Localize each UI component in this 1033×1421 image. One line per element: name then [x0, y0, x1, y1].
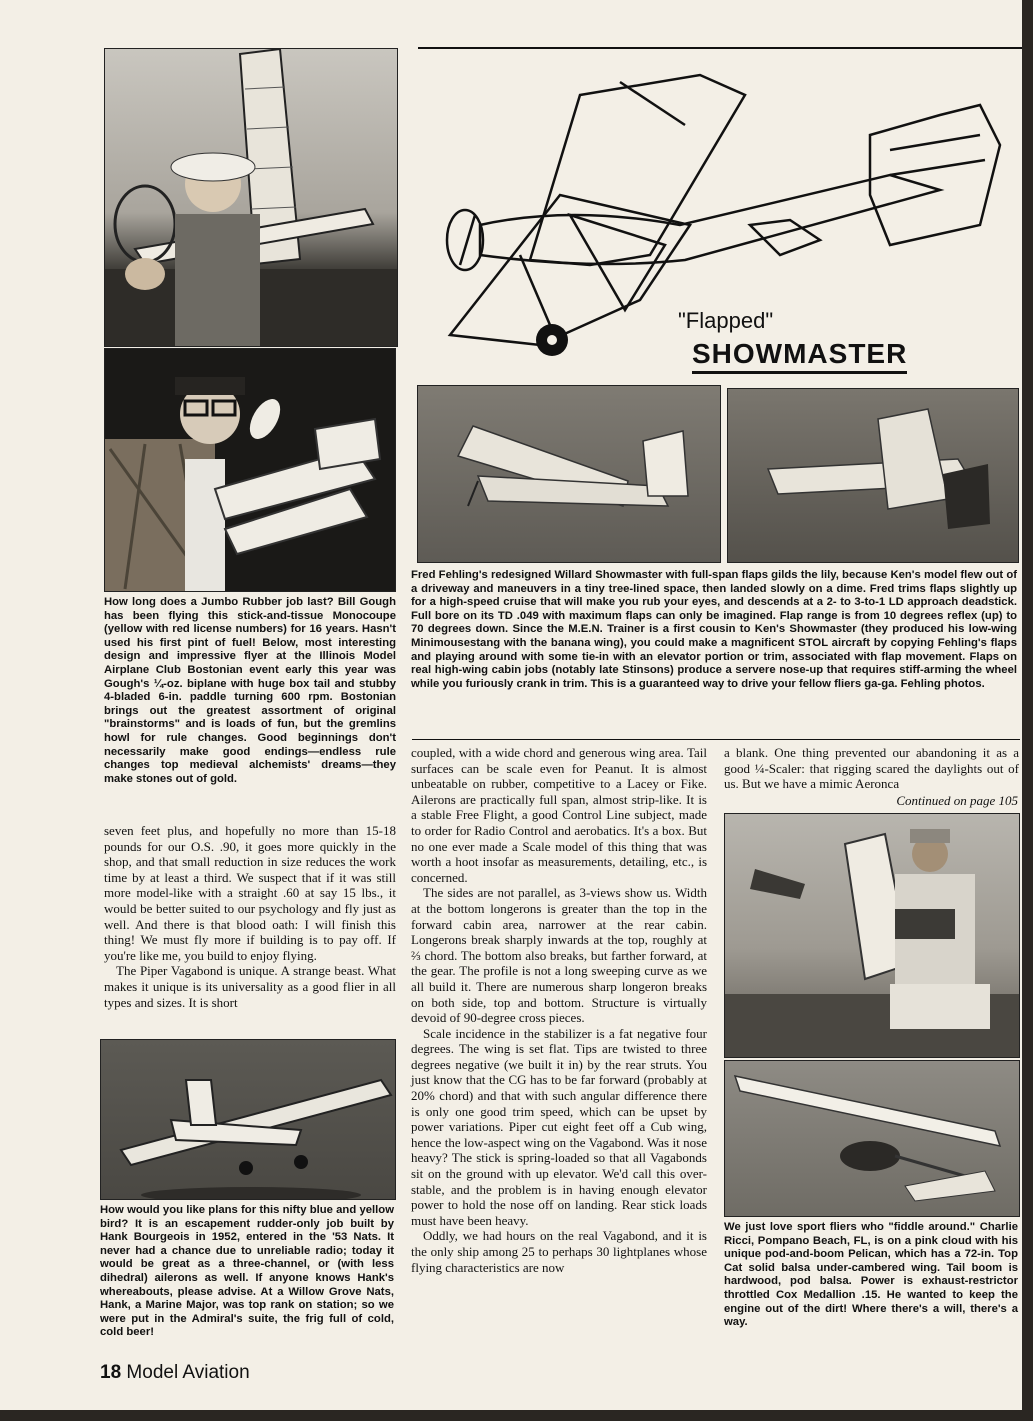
col2-paragraph-3: Scale incidence in the stabilizer is a fat negative four degrees. The wing is set flat. Tips are twisted to three degrees negative (we built it in) by the rear struts. You just know that the CG has to be far forward (probably at 20% chord) and that with such angular difference there is only one good trim speed, which can be upset by power variations. Piper cut eight feet off a Cub wing, hence the low-aspect wing on the Vagabond. Was it nose heavy? The stick is spring-loaded so that all Vagabonds sit on the ground with up elevator. We'd call this over-stable, and the problem is in having enough elevator power to hold the nose off on landing. Rear stick loads must have been heavy. — [411, 1025, 707, 1228]
page-footer — [100, 1362, 250, 1384]
col1-paragraph-1: seven feet plus, and hopefully no more than 15-18 pounds for our O.S. .90, it goes more quickly in the shop, and that small reduction in size reduces the work time by at least a third. We suspect that if it was still more model-like with a straight .60 at say 15 lbs., it would be better suited to our psychology and fly just as well. And there is that blood oath: I will finish this thing! We must fly more if building is to pay off. If you're like me, you build to enjoy flying. — [104, 823, 396, 963]
pelican-illustration — [725, 1061, 1019, 1216]
photo-gough-biplane — [104, 348, 396, 592]
photo-gough-monocoupe — [104, 48, 398, 347]
monocoupe-illustration — [105, 49, 397, 346]
page-number: 18 — [100, 1362, 122, 1383]
column-1-text — [104, 823, 396, 1010]
title-showmaster: SHOWMASTER — [692, 338, 907, 374]
showmaster-line-drawing — [420, 55, 1020, 385]
continued-note: Continued on page 105 — [896, 793, 1018, 808]
ricci-portrait-illustration — [725, 814, 1019, 1057]
top-rule — [418, 47, 1022, 49]
caption-showmaster: Fred Fehling's redesigned Willard Showmaster with full-span flaps gilds the lily, because Ken's model flew out of a driveway and maneuvers in a tiny tree-lined space, then landed slowly on a dime. Fred trims flaps slightly up for a high-speed cruise that will make you rub your eyes, and descends at a 2- to 3-to-1 LD approach deadstick. Full bore on its TD .049 with maximum flaps can only be imagined. Flap range is from 10 degrees reflex (up) to 70 degrees down. Since the M.E.N. Trainer is a first cousin to Ken's Showmaster (they produced his low-wing Minimousestang with the banana wing), you could make a magnificent STOL aircraft by copying Fehling's flaps and playing around with some tie-in with an elevator portion or trim, associated with flap movement. Flaps on real high-wing cabin jobs (notably late Stinsons) produce a servere nose-up that requires stiff-arming the wheel while you furiously crank in trim. This is a guaranteed way to drive your fellow fliers ga-ga. Fehling photos. — [411, 569, 1017, 690]
showmaster-photo-1 — [418, 386, 720, 562]
photo-ricci-pelican — [724, 1060, 1020, 1217]
middle-rule — [412, 739, 1020, 740]
magazine-name: Model Aviation — [126, 1362, 250, 1383]
caption-bourgeois: How would you like plans for this nifty blue and yellow bird? It is an escapement rudder-only job built by Hank Bourgeois in 1952, entered in the '53 Nats. It never had a chance due to unreliable radio; today it would be great as a three-channel, or (with less dihedral) ailerons as well. If anyone knows Hank's whereabouts, please advise. At a Willow Grove Nats, Hank, a Marine Major, was top rank on station; so we were put in the Admiral's suite, the frig full of cold, cold beer! — [100, 1204, 394, 1339]
col2-paragraph-1: coupled, with a wide chord and generous wing area. Tail surfaces can be scale even for Peanut. It is almost unbeatable on rubber, competitive to a Lacey or Fike. Ailerons are practically full span, almost strip-like. It is a stable Free Flight, a good Control Line subject, made to order for Radio Control and aerobatics. It's a box. But no one ever made a Scale model of this thing that was worth a hoot insofar as measurements, detailing, etc., is concerned. — [411, 745, 707, 885]
caption-gough: How long does a Jumbo Rubber job last? Bill Gough has been flying this stick-and-tissue Monocoupe (yellow with red license numbers) for 16 years. Hasn't used his first pint of fuel! Below, most interesting design and impressive flyer at the Illinois Model Airplane Club Bostonian event early this year was Gough's ¼-oz. biplane with huge box tail and stubby 4-bladed 6-in. paddle turning 600 rpm. Bostonian brings out the greatest assortment of original "brainstorms" and is loads of fun, but the gremlins howl for rule changes. Good beginnings don't necessarily make good endings—endless rule changes top medieval alchemists' dreams—they make stones out of gold. — [104, 596, 396, 785]
photo-ricci-portrait — [724, 813, 1020, 1058]
biplane-illustration — [105, 349, 395, 591]
column-2-text — [411, 745, 707, 1275]
caption-ricci: We just love sport fliers who "fiddle around." Charlie Ricci, Pompano Beach, FL, is on a pink cloud with his unique pod-and-boom Pelican, which has a 72-in. Top Cat solid balsa under-cambered wing. Tail boom is hardwood, pod balsa. Power is exhaust-restrictor throttled Cox Medallion .15. He wanted to keep the engine out of the dirt! Where there's a will, there's a way. — [724, 1221, 1018, 1329]
photo-bourgeois-plane — [100, 1039, 396, 1200]
title-flapped: "Flapped" — [678, 308, 774, 333]
col2-paragraph-4: Oddly, we had hours on the real Vagabond, and it is the only ship among 25 to perhaps 30 lightplanes whose flying characteristics are now — [411, 1228, 707, 1275]
col2-paragraph-2: The sides are not parallel, as 3-views show us. Width at the bottom longerons is greater than the top in the forward cabin area, narrower at the rear cabin. Longerons break sharply inwards at the top, roughly at ⅔ chord. The bottom also breaks, but farther forward, at the gear. The profile is not a long sweeping curve as we all build it. There are numerous sharp longeron breaks on both side, top and bottom. Structure is virtually devoid of 90-degree cross pieces. — [411, 885, 707, 1026]
photo-showmaster-left — [417, 385, 721, 563]
col3-paragraph-1: a blank. One thing prevented our abandoning it as a good ¼-Scaler: that rigging scared the daylights out of us. But we have a mimic Aeronca — [724, 745, 1019, 792]
rc-plane-illustration — [101, 1040, 395, 1199]
showmaster-photo-2 — [728, 389, 1018, 562]
column-3-text — [724, 745, 1019, 792]
photo-showmaster-right — [727, 388, 1019, 563]
col1-paragraph-2: The Piper Vagabond is unique. A strange beast. What makes it unique is its universality as a good flier in all types and sizes. It is short — [104, 963, 396, 1010]
